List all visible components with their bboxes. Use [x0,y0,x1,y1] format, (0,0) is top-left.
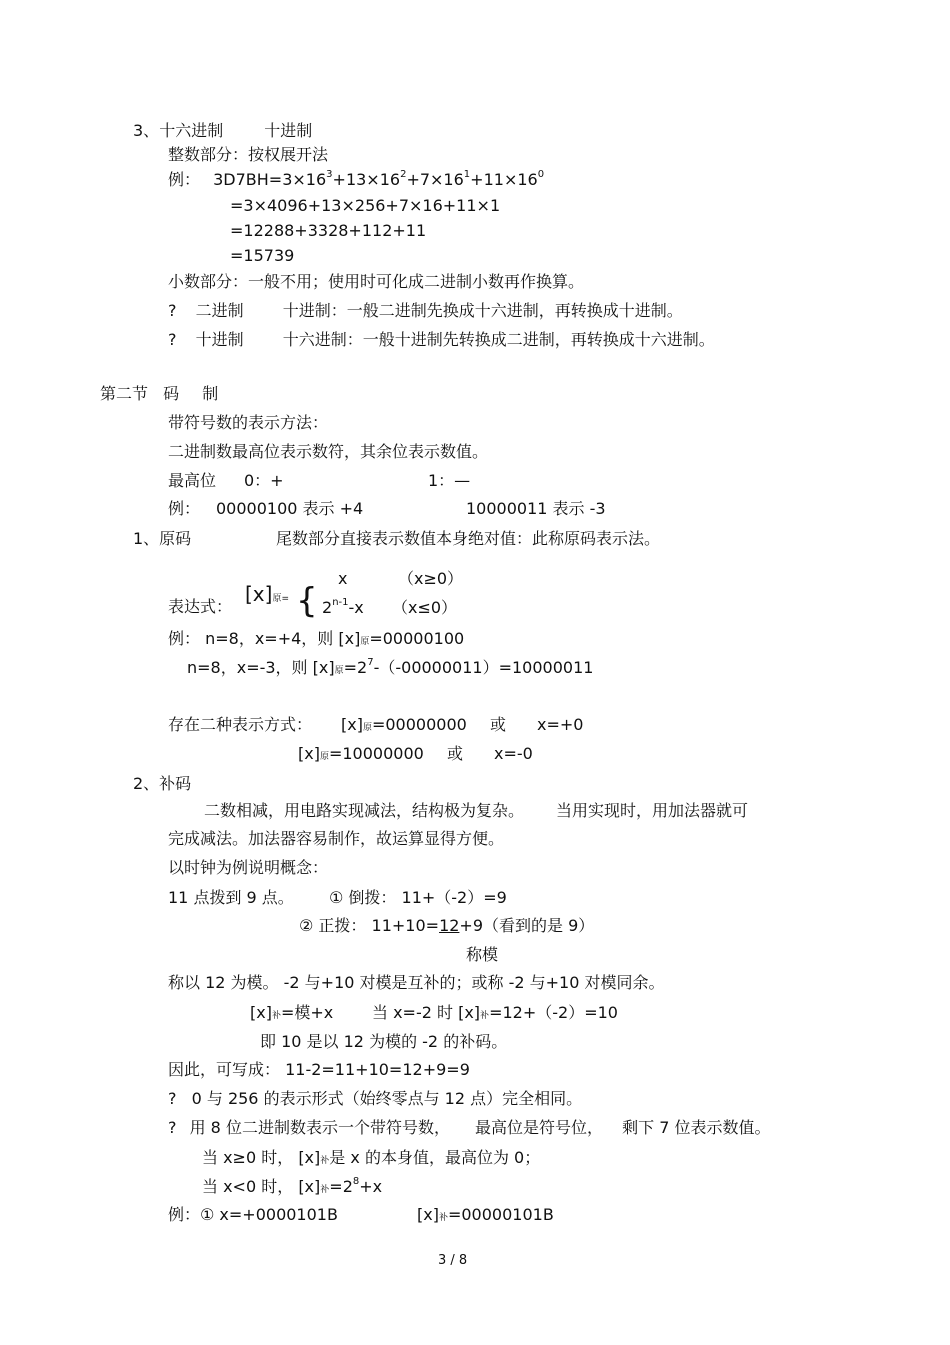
section-title: 第二节 码 制 [100,384,219,403]
expr-brace: { [296,581,318,621]
example-line-4: =15739 [230,246,295,265]
case2-cond: （x≤0） [392,598,458,617]
comp-p8: 因此，可写成： 11-2=11+10=12+9=9 [168,1060,470,1079]
orig-heading: 1、原码 [133,529,192,548]
example-line-1: 例： $3D7BH=3\times 16^3+13\times 16^2+7\times 16^1+11\times 16^0$ [168,168,545,189]
case1-cond: （x≥0） [398,569,464,588]
heading-to: 十进制 [264,121,313,140]
signed-line-4b: 00000100 表示 +4 [216,499,364,518]
two-forms-minus: [x]原=10000000 [298,744,424,763]
orig-example-2: n=8，x=-3，则 [x]原$=2^7-(-00000011)=10000011$ [187,656,594,677]
comp-p12: 当 x<0 时， [x]补$=2^8+x$ [202,1175,383,1196]
signed-line-2: 二进制数最高位表示数符，其余位表示数值。 [168,442,489,461]
int-part-line: 整数部分：按权展开法 [168,145,329,164]
comp-p9: ? 0 与 256 的表示形式（始终零点与 12 点）完全相同。 [168,1089,583,1108]
case1-value: x [338,569,348,588]
signed-line-4c: 10000011 表示 -3 [466,499,606,518]
comp-p1b: 当用实现时，用加法器就可 [556,801,749,820]
signed-line-1: 带符号数的表示方法： [168,413,329,432]
comp-p2: 以时钟为例说明概念： [168,858,329,877]
minus-zero: x=-0 [494,744,533,763]
comp-p13a: 例：① x=+0000101B [168,1205,338,1224]
bullet-line-2: ? 十进制 十六进制：一般十进制先转换成二进制，再转换成十六进制。 [168,330,715,349]
plus-zero: x=+0 [537,715,584,734]
bullet-line-1: ? 二进制 十进制：一般二进制先换成十六进制，再转换成十进制。 [168,301,683,320]
sec3-heading [133,123,312,139]
comp-p7: 即 10 是以 12 为模的 -2 的补码。 [260,1032,508,1051]
signed-line-4a: 例： [168,499,201,518]
example-line-2: =3×4096+13×256+7×16+11×1 [230,196,501,215]
comp-p6a: [x]补=模+x [250,1003,334,1022]
two-forms-label: 存在二种表示方式： [168,715,313,734]
case2-value: 2$^{n-1}$-x [322,596,364,617]
comp-p3a: 11 点拨到 9 点。 [168,888,294,907]
frac-part-line: 小数部分：一般不用；使用时可化成二进制小数再作换算。 [168,272,585,291]
expr-label: 表达式： [168,597,233,616]
comp-p13b: [x]补=00000101B [417,1205,554,1224]
comp-p1c: 完成减法。加法器容易制作，故运算显得方便。 [168,829,505,848]
comp-p6c: 当 x=-2 时 [x]补=12+（-2）=10 [372,1003,618,1022]
comp-p5: 称以 12 为模。 -2 与+10 对模是互补的；或称 -2 与+10 对模同余。 [168,973,665,992]
heading-number: 3、 [133,121,160,140]
comp-heading: 2、补码 [133,774,192,793]
expr-x: [x]原= [245,582,290,606]
comp-p10: ? 用 8 位二进制数表示一个带符号数， 最高位是符号位， 剩下 7 位表示数值。 [168,1118,771,1137]
example-line-3: =12288+3328+112+11 [230,221,427,240]
heading-from: 十六进制 [159,121,224,140]
comp-p4: ② 正拨： 11+10=12+9（看到的是 9） [299,916,595,935]
signed-line-3a: 最高位 [168,471,217,490]
page-number: 3 / 8 [438,1253,468,1268]
or-2: 或 [447,744,464,763]
orig-desc: 尾数部分直接表示数值本身绝对值：此称原码表示法。 [276,529,661,548]
two-forms-plus: [x]原=00000000 [341,715,467,734]
orig-example-1: 例： n=8，x=+4，则 [x]原=00000100 [168,629,465,648]
mod-label: 称模 [466,945,499,964]
comp-p11: 当 x≥0 时， [x]补是 x 的本身值，最高位为 0； [202,1148,541,1167]
signed-line-3b: 0：+ [244,471,284,490]
comp-p3b: ① 倒拨： 11+（-2）=9 [329,888,507,907]
or-1: 或 [490,715,507,734]
comp-p1a: 二数相减，用电路实现减法，结构极为复杂。 [204,801,525,820]
signed-line-3c: 1：— [428,471,471,490]
